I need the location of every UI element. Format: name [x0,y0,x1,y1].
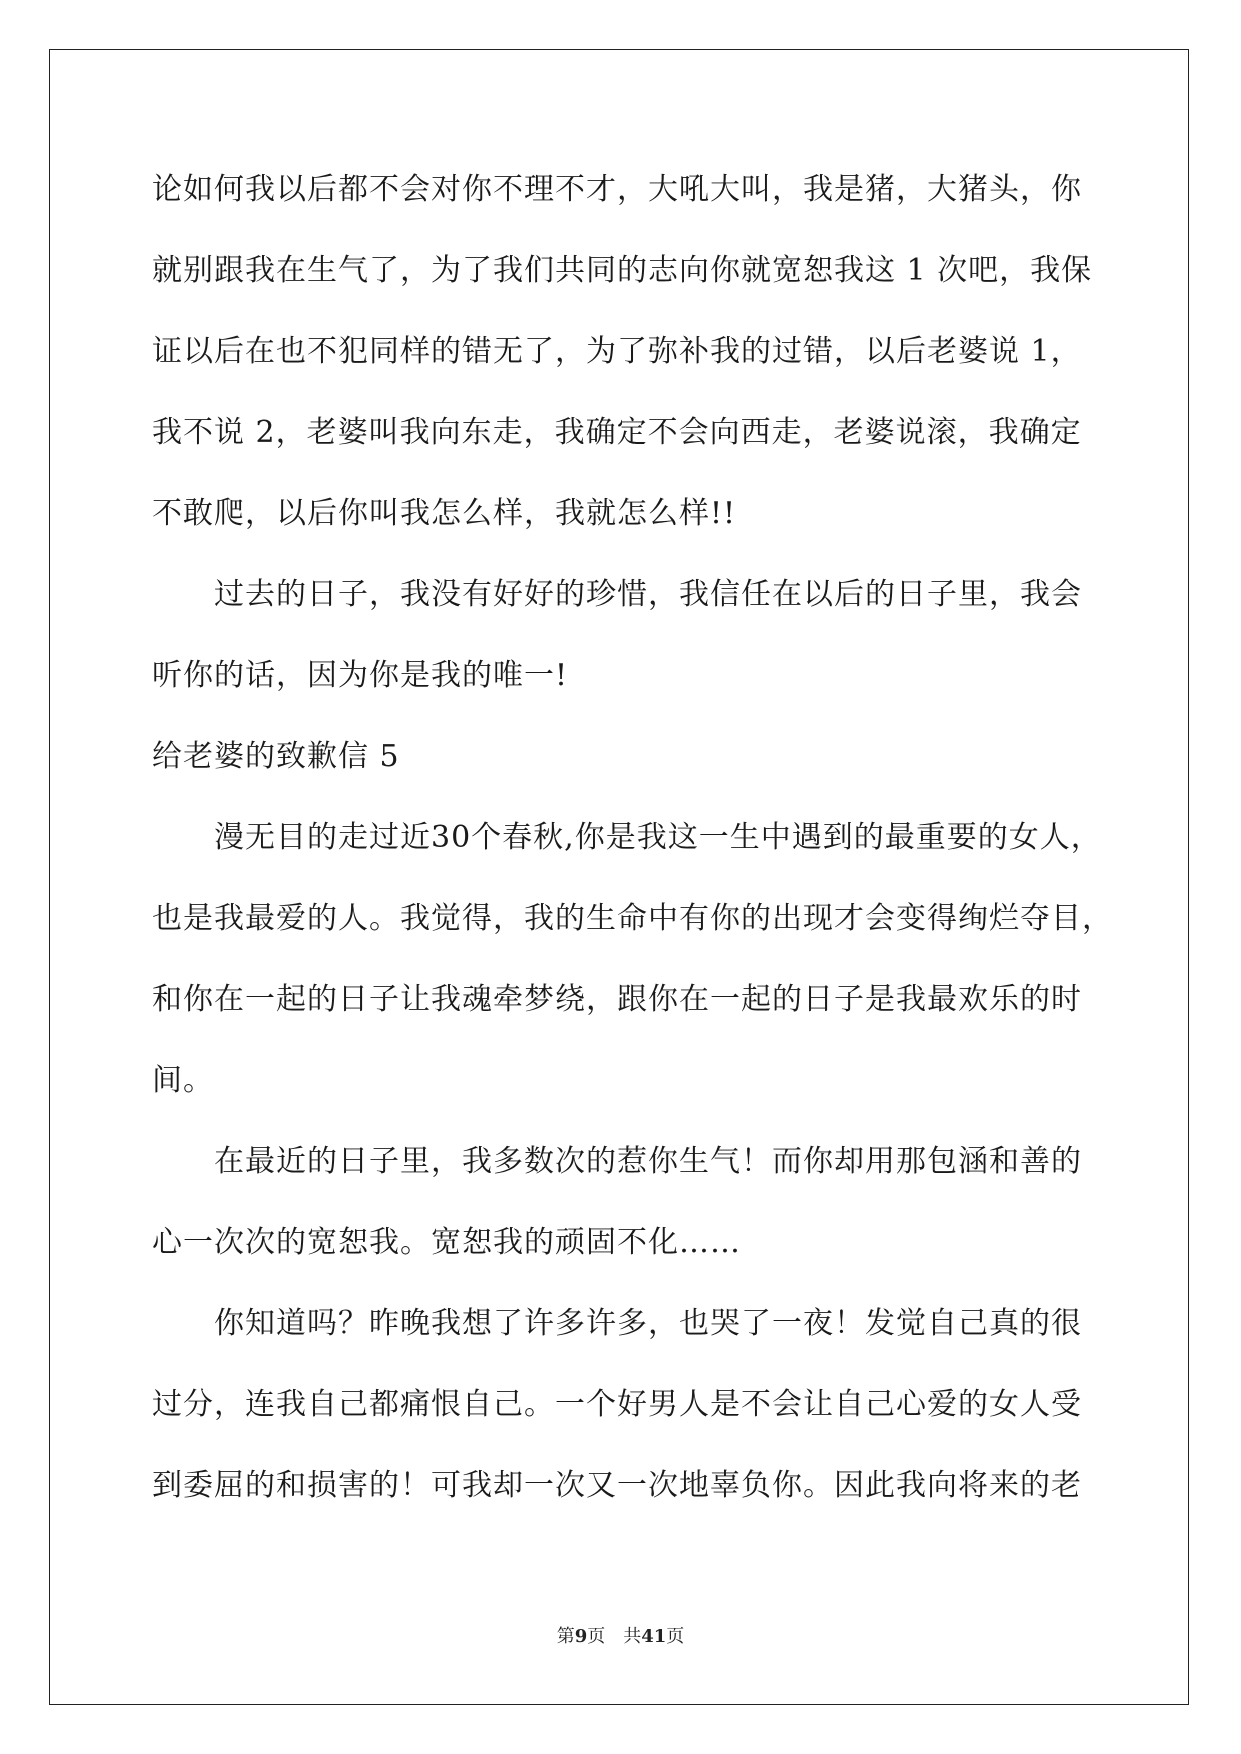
text-line-6: 过去的日子，我没有好好的珍惜，我信任在以后的日子里，我会 [214,577,1082,612]
text-line-2: 就别跟我在生气了，为了我们共同的志向你就宽恕我这 1 次吧，我保 [152,253,1093,288]
text-line-5: 不敢爬，以后你叫我怎么样，我就怎么样!! [152,496,737,531]
document-body [152,160,1113,1537]
text-line-11: 和你在一起的日子让我魂牵梦绕，跟你在一起的日子是我最欢乐的时 [152,982,1082,1017]
text-line-13: 在最近的日子里，我多数次的惹你生气！而你却用那包涵和善的 [214,1144,1082,1179]
text-line-14: 心一次次的宽恕我。宽恕我的顽固不化…… [152,1225,741,1260]
text-line-3: 证以后在也不犯同样的错无了，为了弥补我的过错，以后老婆说 1， [152,334,1082,369]
text-line-9: 漫无目的走过近30个春秋,你是我这一生中遇到的最重要的女人， [214,820,1102,855]
footer-page-current: 9 [574,1626,588,1647]
footer-page-total: 41 [641,1626,667,1647]
section-heading: 给老婆的致歉信 5 [152,739,400,774]
footer-prefix: 第 [556,1626,575,1647]
text-line-15: 你知道吗？昨晚我想了许多许多，也哭了一夜！发觉自己真的很 [214,1306,1082,1341]
text-line-16: 过分，连我自己都痛恨自己。一个好男人是不会让自己心爱的女人受 [152,1387,1082,1422]
text-line-17: 到委屈的和损害的！可我却一次又一次地辜负你。因此我向将来的老 [152,1468,1082,1503]
text-line-4: 我不说 2，老婆叫我向东走，我确定不会向西走，老婆说滚，我确定 [152,415,1082,450]
text-line-7: 听你的话，因为你是我的唯一! [152,658,569,693]
page-footer [0,1622,1241,1648]
text-line-12: 间。 [152,1063,214,1098]
text-line-10: 也是我最爱的人。我觉得，我的生命中有你的出现才会变得绚烂夺目， [152,901,1113,936]
text-line-1: 论如何我以后都不会对你不理不才，大吼大叫，我是猪，大猪头，你 [152,172,1082,207]
footer-suffix: 页 [666,1626,685,1647]
footer-mid: 页 共 [587,1626,642,1647]
